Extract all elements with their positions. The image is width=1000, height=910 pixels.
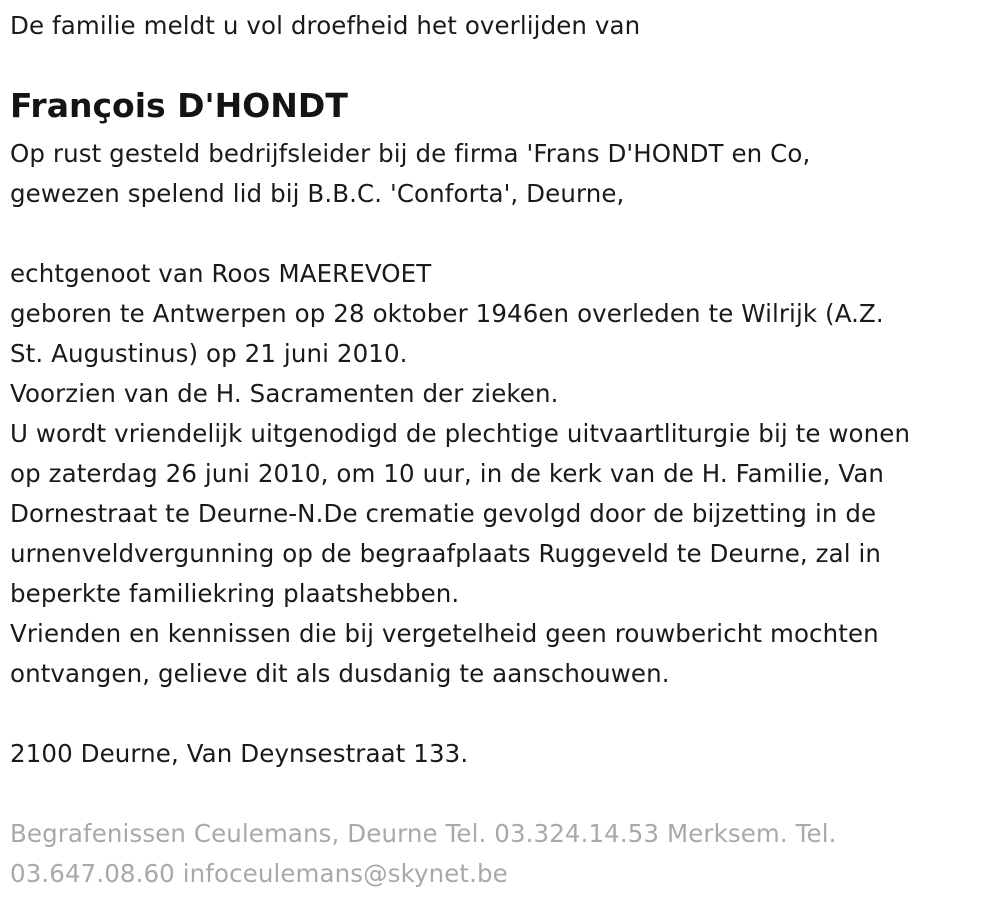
funeral-invitation-line: Dornestraat te Deurne-N.De crematie gevolgd door de bijzetting in de bbox=[10, 499, 877, 528]
occupation-block bbox=[10, 134, 810, 214]
footer-line: Begrafenissen Ceulemans, Deurne Tel. 03.324.14.53 Merksem. Tel. bbox=[10, 819, 837, 848]
occupation-line: Op rust gesteld bedrijfsleider bij de firma 'Frans D'HONDT en Co, bbox=[10, 139, 811, 168]
footer-line: 03.647.08.60 infoceulemans@skynet.be bbox=[10, 859, 508, 888]
sacraments-line: Voorzien van de H. Sacramenten der zieken. bbox=[10, 379, 559, 408]
birth-death-line: St. Augustinus) op 21 juni 2010. bbox=[10, 339, 408, 368]
funeral-invitation-line: urnenveldvergunning op de begraafplaats Ruggeveld te Deurne, zal in bbox=[10, 539, 882, 568]
closing-note-line: Vrienden en kennissen die bij vergetelheid geen rouwbericht mochten bbox=[10, 619, 879, 648]
closing-note-line: ontvangen, gelieve dit als dusdanig te aanschouwen. bbox=[10, 659, 670, 688]
funeral-invitation-line: op zaterdag 26 juni 2010, om 10 uur, in de kerk van de H. Familie, Van bbox=[10, 459, 885, 488]
deceased-name: François D'HONDT bbox=[10, 86, 348, 125]
intro-text: De familie meldt u vol droefheid het overlijden van bbox=[10, 11, 641, 40]
obituary-body bbox=[10, 254, 910, 694]
birth-death-line: geboren te Antwerpen op 28 oktober 1946en overleden te Wilrijk (A.Z. bbox=[10, 299, 884, 328]
spouse-line: echtgenoot van Roos MAEREVOET bbox=[10, 259, 432, 288]
address-line: 2100 Deurne, Van Deynsestraat 133. bbox=[10, 739, 469, 768]
address-block bbox=[10, 734, 468, 774]
occupation-line: gewezen spelend lid bij B.B.C. 'Conforta', Deurne, bbox=[10, 179, 625, 208]
funeral-invitation-line: U wordt vriendelijk uitgenodigd de plechtige uitvaartliturgie bij te wonen bbox=[10, 419, 911, 448]
funeral-invitation-line: beperkte familiekring plaatshebben. bbox=[10, 579, 460, 608]
funeral-home-footer bbox=[10, 814, 837, 894]
